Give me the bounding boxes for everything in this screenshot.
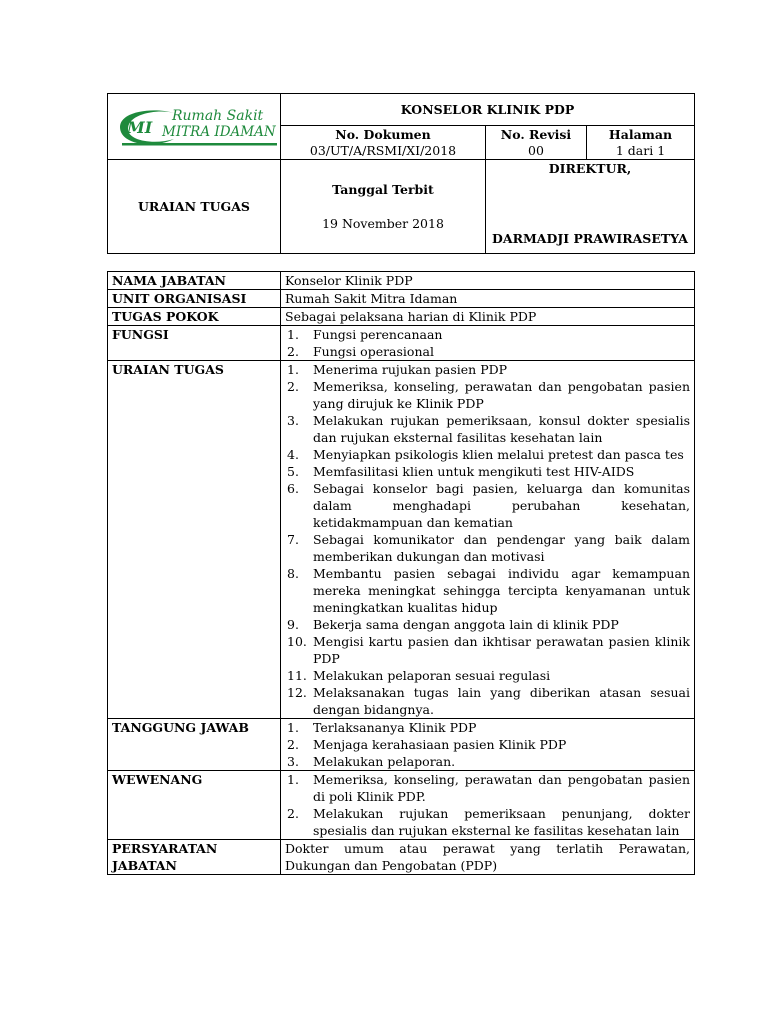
- document-header: [107, 93, 695, 254]
- wewenang-list-cell: [281, 771, 695, 840]
- list-item-text: Mengisi kartu pasien dan ikhtisar perawatan pasien klinik PDP: [313, 634, 690, 666]
- fungsi-list: [285, 326, 690, 360]
- table-row: [108, 290, 695, 308]
- list-item-text: Menjaga kerahasiaan pasien Klinik PDP: [313, 737, 567, 752]
- list-item-text: Fungsi perencanaan: [313, 327, 443, 342]
- list-item: [285, 719, 690, 736]
- uraian-tugas-list: [285, 361, 690, 718]
- unit-organisasi-value: Rumah Sakit Mitra Idaman: [281, 290, 695, 308]
- wewenang-label: WEWENANG: [108, 771, 281, 840]
- tanggal-value: 19 November 2018: [322, 216, 444, 231]
- table-row: [108, 326, 695, 361]
- list-item: [285, 667, 690, 684]
- list-item-number: 1.: [287, 327, 299, 342]
- list-item-text: Menyiapkan psikologis klien melalui pretest dan pasca tes: [313, 447, 684, 462]
- list-item-number: 2.: [287, 344, 299, 359]
- list-item: [285, 361, 690, 378]
- list-item: [285, 531, 690, 565]
- list-item: [285, 736, 690, 753]
- persyaratan-value: Dokter umum atau perawat yang terlatih Perawatan, Dukungan dan Pengobatan (PDP): [281, 840, 695, 875]
- table-row: [108, 272, 695, 290]
- list-item: [285, 446, 690, 463]
- list-item-number: 2.: [287, 379, 299, 394]
- logo-line2: MITRA IDAMAN: [162, 124, 276, 140]
- table-row: [108, 719, 695, 771]
- list-item-number: 9.: [287, 617, 299, 632]
- list-item-text: Melakukan rujukan pemeriksaan penunjang, dokter spesialis dan rujukan eksternal ke fasilitas kesehatan lain: [313, 806, 690, 838]
- tugas-pokok-value: Sebagai pelaksana harian di Klinik PDP: [281, 308, 695, 326]
- no-revisi-label: No. Revisi: [500, 126, 572, 142]
- no-revisi-value: 00: [528, 142, 544, 158]
- tanggung-jawab-label: TANGGUNG JAWAB: [108, 719, 281, 771]
- list-item-number: 2.: [287, 737, 299, 752]
- list-item: [285, 633, 690, 667]
- list-item-text: Melakukan pelaporan sesuai regulasi: [313, 668, 551, 683]
- list-item-number: 1.: [287, 720, 299, 735]
- doc-title: KONSELOR KLINIK PDP: [281, 94, 695, 126]
- table-row: [108, 308, 695, 326]
- list-item: [285, 343, 690, 360]
- list-item-text: Melakukan rujukan pemeriksaan, konsul dokter spesialis dan rujukan eksternal fasilitas kesehatan lain: [313, 413, 690, 445]
- list-item: [285, 565, 690, 616]
- fungsi-label: FUNGSI: [108, 326, 281, 361]
- nama-jabatan-label: NAMA JABATAN: [108, 272, 281, 290]
- list-item-number: 11.: [287, 668, 307, 683]
- list-item-number: 5.: [287, 464, 299, 479]
- list-item-number: 1.: [287, 362, 299, 377]
- no-revisi-cell: [486, 126, 587, 160]
- persyaratan-label: [108, 840, 281, 875]
- list-item: [285, 616, 690, 633]
- tanggal-cell: [281, 160, 486, 254]
- list-item-number: 7.: [287, 532, 299, 547]
- list-item-text: Memeriksa, konseling, perawatan dan pengobatan pasien yang dirujuk ke Klinik PDP: [313, 379, 690, 411]
- unit-organisasi-label: UNIT ORGANISASI: [108, 290, 281, 308]
- wewenang-list: [285, 771, 690, 839]
- list-item: [285, 412, 690, 446]
- tanggung-jawab-list: [285, 719, 690, 770]
- logo-line1: Rumah Sakit: [172, 108, 264, 124]
- no-dokumen-label: No. Dokumen: [335, 126, 431, 142]
- halaman-label: Halaman: [608, 126, 673, 142]
- tanggung-jawab-list-cell: [281, 719, 695, 771]
- tugas-pokok-label: TUGAS POKOK: [108, 308, 281, 326]
- uraian-tugas-label: URAIAN TUGAS: [108, 361, 281, 719]
- list-item-text: Memeriksa, konseling, perawatan dan pengobatan pasien di poli Klinik PDP.: [313, 772, 690, 804]
- list-item-number: 6.: [287, 481, 299, 496]
- uraian-tugas-list-cell: [281, 361, 695, 719]
- direktur-cell: [486, 160, 695, 254]
- hospital-logo: [114, 103, 279, 149]
- list-item-text: Bekerja sama dengan anggota lain di klinik PDP: [313, 617, 619, 632]
- fungsi-list-cell: [281, 326, 695, 361]
- list-item-text: Fungsi operasional: [313, 344, 434, 359]
- list-item-text: Memfasilitasi klien untuk mengikuti test HIV-AIDS: [313, 464, 635, 479]
- list-item: [285, 805, 690, 839]
- list-item-text: Sebagai komunikator dan pendengar yang baik dalam memberikan dukungan dan motivasi: [313, 532, 690, 564]
- list-item: [285, 771, 690, 805]
- list-item-text: Melakukan pelaporan.: [313, 754, 456, 769]
- list-item: [285, 326, 690, 343]
- list-item: [285, 753, 690, 770]
- list-item-number: 8.: [287, 566, 299, 581]
- section-label: URAIAN TUGAS: [108, 160, 281, 254]
- logo-cell: [108, 94, 281, 160]
- list-item: [285, 463, 690, 480]
- halaman-value: 1 dari 1: [615, 142, 666, 158]
- direktur-name: DARMADJI PRAWIRASETYA: [492, 231, 688, 246]
- table-row: [108, 771, 695, 840]
- list-item-number: 3.: [287, 413, 299, 428]
- list-item-number: 1.: [287, 772, 299, 787]
- tanggal-label: Tanggal Terbit: [332, 182, 434, 197]
- list-item-number: 2.: [287, 806, 299, 821]
- list-item-text: Menerima rujukan pasien PDP: [313, 362, 508, 377]
- list-item-number: 10.: [287, 634, 307, 649]
- list-item-text: Melaksanakan tugas lain yang diberikan atasan sesuai dengan bidangnya.: [313, 685, 690, 717]
- list-item-text: Sebagai konselor bagi pasien, keluarga dan komunitas dalam menghadapi perubahan kesehatan, ketidakmampuan dan kematian: [313, 481, 690, 530]
- list-item-text: Terlaksananya Klinik PDP: [313, 720, 477, 735]
- halaman-cell: [587, 126, 695, 160]
- no-dokumen-cell: [281, 126, 486, 160]
- list-item-number: 3.: [287, 754, 299, 769]
- direktur-label: DIREKTUR,: [548, 161, 632, 176]
- table-row: [108, 361, 695, 719]
- no-dokumen-value: 03/UT/A/RSMI/XI/2018: [309, 142, 457, 158]
- list-item-number: 12.: [287, 685, 307, 700]
- list-item-number: 4.: [287, 447, 299, 462]
- persyaratan-label-line2: JABATAN: [112, 858, 177, 873]
- logo-mark: MI: [127, 118, 153, 137]
- job-description-table: [107, 271, 695, 875]
- nama-jabatan-value: Konselor Klinik PDP: [281, 272, 695, 290]
- table-row: [108, 840, 695, 875]
- persyaratan-label-line1: PERSYARATAN: [112, 841, 218, 856]
- list-item: [285, 378, 690, 412]
- list-item: [285, 684, 690, 718]
- list-item-text: Membantu pasien sebagai individu agar kemampuan mereka meningkat sehingga tercipta kenyamanan untuk meningkatkan kualitas hidup: [313, 566, 690, 615]
- list-item: [285, 480, 690, 531]
